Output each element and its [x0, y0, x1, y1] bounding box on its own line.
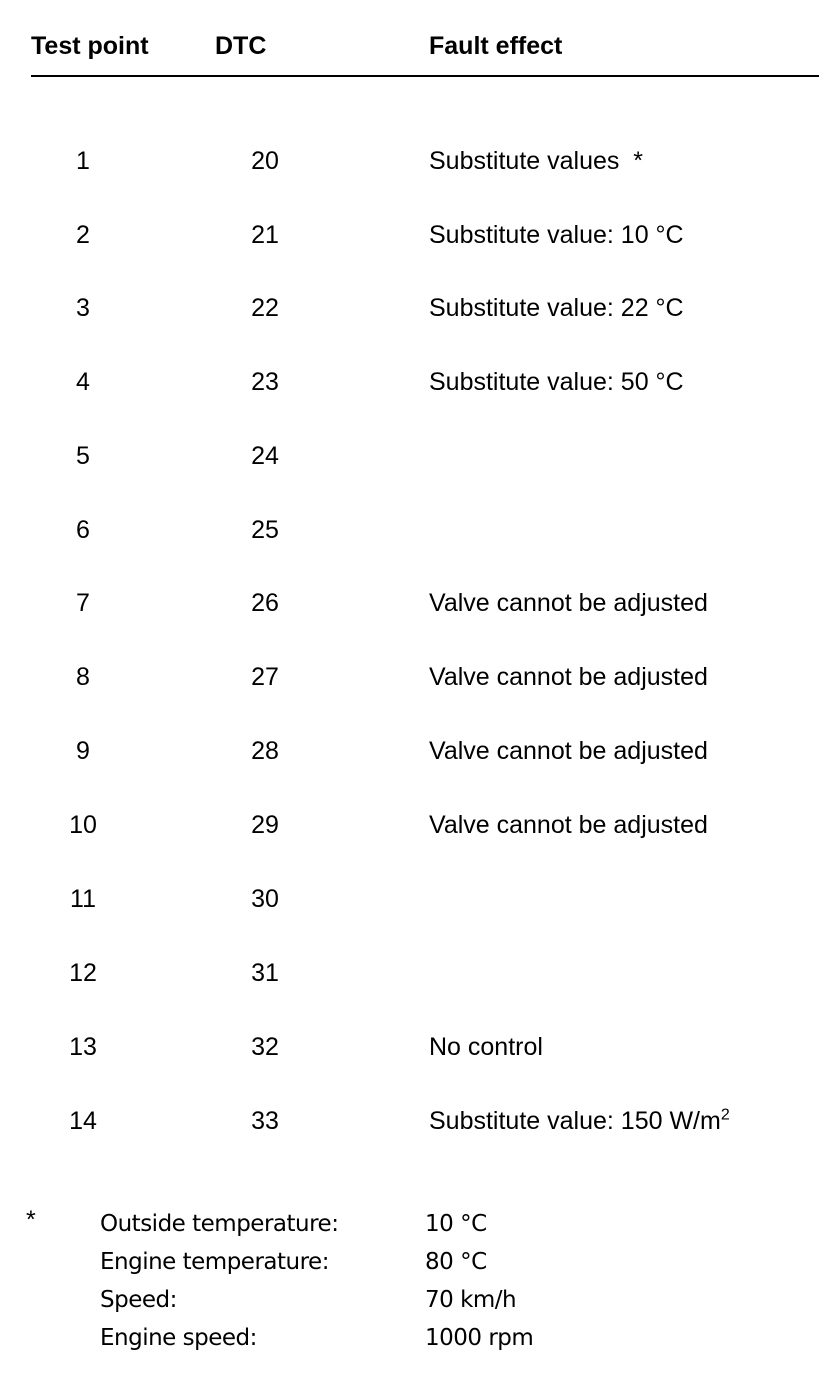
footnote-value: 70 km/h	[425, 1287, 517, 1313]
dtc-cell: 28	[251, 737, 279, 765]
test-point-cell: 11	[70, 885, 96, 913]
header-dtc: DTC	[215, 32, 267, 60]
table-row	[0, 1104, 832, 1138]
test-point-cell: 6	[76, 516, 90, 544]
dtc-cell: 27	[251, 663, 279, 691]
table-row	[0, 291, 832, 325]
table-row	[0, 1030, 832, 1064]
fault-effect-cell	[429, 144, 643, 178]
footnote-item	[0, 1205, 832, 1243]
footnote-label: Engine temperature:	[100, 1249, 329, 1275]
footnote-item	[0, 1243, 832, 1281]
table-row	[0, 734, 832, 768]
fault-effect-cell: Substitute value: 50 °C	[429, 368, 684, 396]
footnote-label: Outside temperature:	[100, 1211, 339, 1237]
test-point-cell: 9	[76, 737, 90, 765]
dtc-cell: 24	[251, 442, 279, 470]
fault-effect-cell: Substitute value: 10 °C	[429, 221, 684, 249]
test-point-cell: 7	[76, 589, 90, 617]
table-row	[0, 660, 832, 694]
header-divider	[31, 75, 819, 77]
fault-effect-cell: Valve cannot be adjusted	[429, 663, 708, 691]
footnote-value: 10 °C	[425, 1211, 487, 1237]
test-point-cell: 12	[69, 959, 97, 987]
table-row	[0, 218, 832, 252]
fault-effect-cell: No control	[429, 1033, 543, 1061]
footnote-item	[0, 1319, 832, 1357]
test-point-cell: 1	[76, 147, 90, 175]
dtc-cell: 30	[251, 885, 279, 913]
dtc-cell: 23	[251, 368, 279, 396]
dtc-cell: 25	[251, 516, 279, 544]
test-point-cell: 13	[69, 1033, 97, 1061]
table-row	[0, 513, 832, 547]
fault-effect-cell	[429, 1104, 730, 1138]
footnote-label: Speed:	[100, 1287, 177, 1313]
dtc-cell: 31	[251, 959, 279, 987]
test-point-cell: 4	[76, 368, 90, 396]
dtc-cell: 32	[251, 1033, 279, 1061]
footnote-marker: *	[26, 1206, 36, 1234]
superscript: 2	[720, 1106, 730, 1124]
fault-effect-cell: Valve cannot be adjusted	[429, 589, 708, 617]
dtc-cell: 33	[251, 1107, 279, 1135]
table-row	[0, 808, 832, 842]
fault-effect-cell: Valve cannot be adjusted	[429, 737, 708, 765]
table-row	[0, 439, 832, 473]
test-point-cell: 8	[76, 663, 90, 691]
dtc-cell: 22	[251, 294, 279, 322]
footnote-value: 80 °C	[425, 1249, 487, 1275]
footnote-item	[0, 1281, 832, 1319]
fault-effect-text: Substitute value: 150 W/m	[429, 1107, 721, 1135]
table-row	[0, 144, 832, 178]
dtc-cell: 26	[251, 589, 279, 617]
footnote-label: Engine speed:	[100, 1325, 257, 1351]
test-point-cell: 3	[76, 294, 90, 322]
dtc-cell: 29	[251, 811, 279, 839]
dtc-cell: 20	[251, 147, 279, 175]
test-point-cell: 5	[76, 442, 90, 470]
fault-effect-text: Substitute values *	[429, 147, 644, 175]
test-point-cell: 2	[76, 221, 90, 249]
dtc-cell: 21	[251, 221, 279, 249]
table-row	[0, 956, 832, 990]
header-fault-effect: Fault effect	[429, 32, 563, 60]
table-row	[0, 882, 832, 916]
fault-effect-cell: Substitute value: 22 °C	[429, 294, 684, 322]
test-point-cell: 10	[69, 811, 97, 839]
table-row	[0, 365, 832, 399]
header-test-point: Test point	[31, 32, 149, 60]
table-row	[0, 586, 832, 620]
footnote-value: 1000 rpm	[425, 1325, 534, 1351]
test-point-cell: 14	[69, 1107, 97, 1135]
fault-effect-cell: Valve cannot be adjusted	[429, 811, 708, 839]
